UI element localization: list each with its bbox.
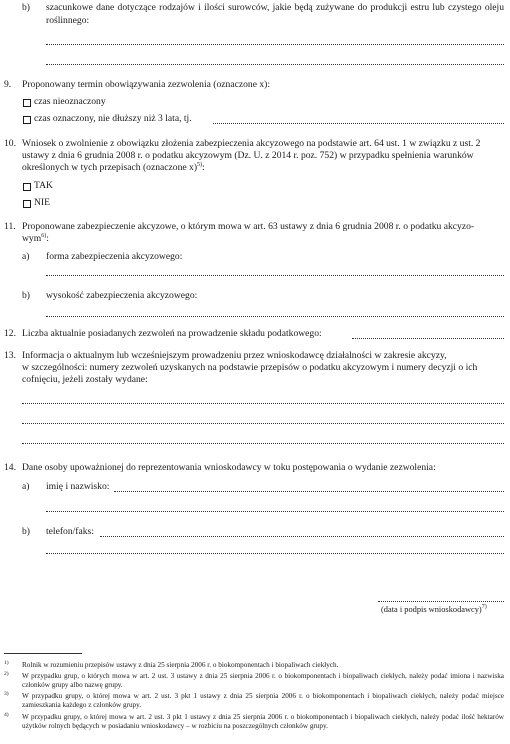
footnote-ref-5: 5) bbox=[197, 161, 203, 168]
item-14a-text: imię i nazwisko: bbox=[46, 481, 110, 492]
fixed-term-answer-line[interactable] bbox=[213, 123, 504, 124]
item-11b-text: wysokość zabezpieczenia akcyzowego: bbox=[46, 290, 198, 301]
phone-fax-answer-line-1[interactable] bbox=[100, 536, 504, 537]
footnote-3-number: 3) bbox=[4, 691, 9, 697]
activity-info-answer-line-3[interactable] bbox=[22, 443, 504, 444]
item-10-line-1: Wniosek o zwolnienie z obowiązku złożenia zabezpieczenia akcyzowego na podstawie art. 64 ust. 1 w związku z ust. 2 bbox=[22, 138, 481, 149]
signature-line[interactable] bbox=[378, 601, 504, 602]
option-yes-checkbox[interactable] bbox=[23, 183, 31, 191]
item-8b-answer-line-1[interactable] bbox=[46, 44, 504, 45]
footnote-3-text: W przypadku grupy, o której mowa w art. 2 ust. 3 pkt 1 ustawy z dnia 25 sierpnia 2006 r. o biokomponentach i biopaliwach ciekłych, należy podać miejsce zamieszkania każdego z członków grupy. bbox=[22, 692, 504, 710]
item-13-line-3: cofnięciu, jeżeli zostały wydane: bbox=[22, 374, 148, 385]
item-12-number: 12. bbox=[4, 328, 16, 339]
item-14b-marker: b) bbox=[22, 526, 30, 537]
item-9-number: 9. bbox=[4, 79, 12, 90]
footnote-2-number: 2) bbox=[4, 671, 9, 677]
item-13-line-2: w szczególności: numery zezwoleń uzyskanych na podstawie przepisów o podatku akcyzowym i numery decyzji o ich bbox=[22, 362, 478, 373]
item-14a-marker: a) bbox=[22, 481, 30, 492]
footnote-separator bbox=[4, 653, 82, 654]
option-yes-label: TAK bbox=[34, 180, 53, 191]
signature-caption: (data i podpis wnioskodawcy)$^{7)}$ bbox=[381, 604, 487, 614]
item-10-line-3: określonych w tych przepisach (oznaczone x)$^{5)}$: bbox=[22, 161, 205, 173]
guarantee-amount-answer-line[interactable] bbox=[46, 316, 504, 317]
item-14-number: 14. bbox=[4, 462, 16, 473]
item-8b-answer-line-2[interactable] bbox=[46, 64, 504, 65]
item-11a-marker: a) bbox=[22, 251, 30, 262]
activity-info-answer-line-1[interactable] bbox=[22, 403, 504, 404]
item-14-text: Dane osoby upoważnionej do reprezentowania wnioskodawcy w toku postępowania o wydanie zezwolenia: bbox=[22, 462, 436, 473]
item-11b-marker: b) bbox=[22, 290, 30, 301]
item-13-number: 13. bbox=[4, 350, 16, 361]
option-no-checkbox[interactable] bbox=[23, 200, 31, 208]
item-10-number: 10. bbox=[4, 138, 16, 149]
option-no-label: NIE bbox=[34, 197, 50, 208]
activity-info-answer-line-2[interactable] bbox=[22, 423, 504, 424]
item-8b-marker: b) bbox=[22, 2, 30, 13]
footnote-ref-6: 6) bbox=[41, 232, 47, 239]
footnote-4-text: W przypadku grupy, o której mowa w art. 2 ust. 3 pkt 1 ustawy z dnia 25 sierpnia 2006 r. o biokomponentach i biopaliwach ciekłych, należy podać ilość hektarów użytków rolnych będących w posiadaniu wnioskodawcy – w rozbiciu na poszczególnych członków grupy. bbox=[22, 713, 504, 731]
footnote-4-number: 4) bbox=[4, 712, 9, 718]
item-11-line-1: Proponowane zabezpieczenie akcyzowe, o którym mowa w art. 63 ustawy z dnia 6 grudnia 2008 r. o podatku akcyzo- bbox=[22, 221, 475, 232]
footnote-2-text: W przypadku grup, o których mowa w art. 2 ust. 3 ustawy z dnia 25 sierpnia 2006 r. o biokomponentach i biopaliwach ciekłych, należy podać imiona i nazwiska członków grupy albo nazwę grupy. bbox=[22, 672, 504, 690]
permits-count-answer-line[interactable] bbox=[352, 338, 504, 339]
item-9-text: Proponowany termin obowiązywania zezwolenia (oznaczone x): bbox=[22, 79, 271, 90]
item-13-line-1: Informacja o aktualnym lub wcześniejszym prowadzeniu przez wnioskodawcę działalności w zakresie akcyzy, bbox=[22, 350, 447, 361]
option-indefinite-label: czas nieoznaczony bbox=[34, 96, 106, 107]
item-14b-text: telefon/faks: bbox=[46, 526, 94, 537]
full-name-answer-line-2[interactable] bbox=[46, 511, 504, 512]
item-11-number: 11. bbox=[4, 221, 16, 232]
footnote-1-number: 1) bbox=[4, 660, 9, 666]
item-11a-text: forma zabezpieczenia akcyzowego: bbox=[46, 251, 183, 262]
option-indefinite-checkbox[interactable] bbox=[23, 99, 31, 107]
option-fixed-term-label: czas oznaczony, nie dłuższy niż 3 lata, tj. bbox=[34, 113, 192, 124]
option-fixed-term-checkbox[interactable] bbox=[23, 116, 31, 124]
guarantee-form-answer-line[interactable] bbox=[46, 275, 504, 276]
item-10-line-2: ustawy z dnia 6 grudnia 2008 r. o podatku akcyzowym (Dz. U. z 2014 r. poz. 752) w przypadku spełnienia warunków bbox=[22, 150, 474, 161]
footnote-ref-7: 7) bbox=[481, 604, 487, 611]
footnote-1-text: Rolnik w rozumieniu przepisów ustawy z dnia 25 sierpnia 2006 r. o biokomponentach i biopaliwach ciekłych. bbox=[22, 661, 339, 669]
phone-fax-answer-line-2[interactable] bbox=[46, 553, 504, 554]
item-12-text: Liczba aktualnie posiadanych zezwoleń na prowadzenie składu podatkowego: bbox=[22, 328, 322, 339]
full-name-answer-line-1[interactable] bbox=[114, 491, 504, 492]
item-8b-text: szacunkowe dane dotyczące rodzajów i ilości surowców, jakie będą zużywane do produkcji estru lub czystego oleju roślinnego: bbox=[46, 2, 504, 26]
item-11-line-2: wym$^{6)}$: bbox=[22, 232, 49, 244]
